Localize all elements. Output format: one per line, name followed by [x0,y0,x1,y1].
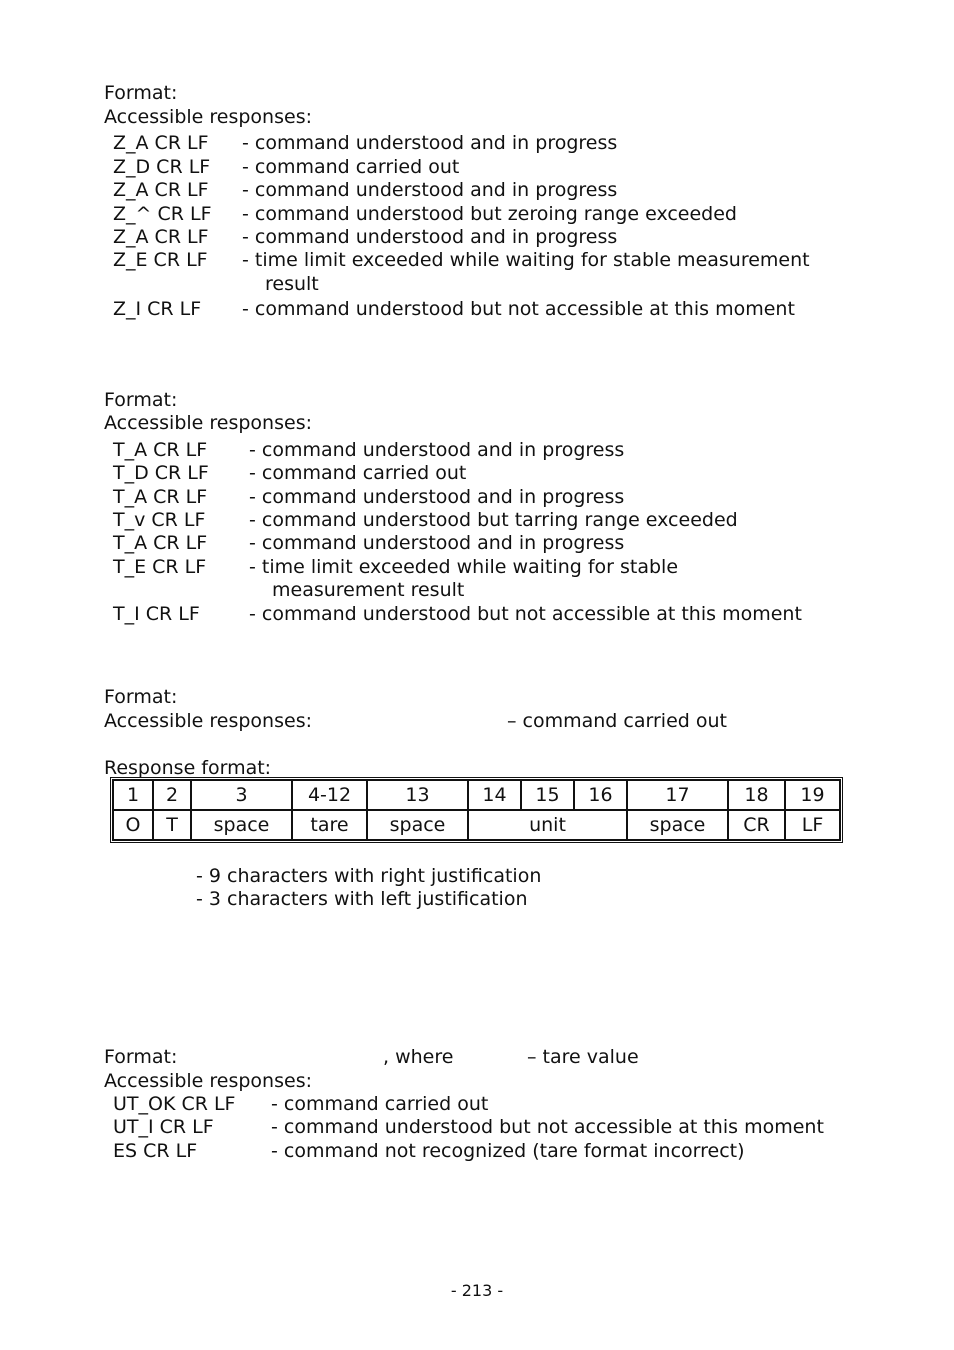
tare-response-desc: - command understood and in progress [249,439,625,461]
tare-response-code: T_A CR LF [113,439,208,461]
table-cell: tare [292,810,367,840]
get-tare-format-label: Format: [104,686,178,708]
zero-response-desc: - command understood and in progress [242,226,618,248]
tare-response-desc: - command understood but tarring range exceeded [249,509,738,531]
zero-response-desc: - command understood and in progress [242,179,618,201]
table-header-cell: 18 [728,780,785,810]
tare-responses-label: Accessible responses: [104,412,312,434]
table-header-cell: 19 [785,780,840,810]
set-tare-format-label: Format: [104,1046,178,1068]
table-header-cell: 1 [113,780,153,810]
table-cell: unit [468,810,627,840]
zero-response-code: Z_A CR LF [113,132,209,154]
set-tare-responses-label: Accessible responses: [104,1070,312,1092]
zero-response-code: Z_A CR LF [113,179,209,201]
zero-response-desc: - command carried out [242,156,460,178]
table-cell: O [113,810,153,840]
zero-response-code: Z_^ CR LF [113,203,212,225]
table-header-cell: 14 [468,780,521,810]
get-tare-response-desc: – command carried out [507,710,727,732]
zero-response-desc-continued: result [265,273,319,295]
tare-format-label: Format: [104,389,178,411]
zero-response-code: Z_E CR LF [113,249,208,271]
set-tare-response-code: UT_I CR LF [113,1116,214,1138]
tare-response-code: T_v CR LF [113,509,206,531]
zero-responses-label: Accessible responses: [104,106,312,128]
set-tare-response-code: UT_OK CR LF [113,1093,236,1115]
zero-response-code: Z_D CR LF [113,156,211,178]
page-number: - 213 - [450,1281,504,1300]
tare-response-code: T_E CR LF [113,556,207,578]
zero-response-desc: - command understood but zeroing range exceeded [242,203,737,225]
tare-justification-note: - 9 characters with right justification [196,865,542,887]
set-tare-response-desc: - command not recognized (tare format incorrect) [271,1140,745,1162]
tare-response-desc: - command understood but not accessible at this moment [249,603,802,625]
set-tare-format-tare-desc: – tare value [527,1046,639,1068]
zero-response-desc: - time limit exceeded while waiting for stable measurement [242,249,810,271]
table-cell: LF [785,810,840,840]
table-row [113,810,840,840]
tare-response-code: T_I CR LF [113,603,200,625]
tare-response-desc: - time limit exceeded while waiting for stable [249,556,679,578]
tare-response-desc: - command carried out [249,462,467,484]
zero-format-label: Format: [104,82,178,104]
table-header-cell: 4-12 [292,780,367,810]
set-tare-format-where: , where [383,1046,454,1068]
zero-response-code: Z_I CR LF [113,298,202,320]
table-header-cell: 17 [627,780,728,810]
tare-response-code: T_D CR LF [113,462,209,484]
zero-response-desc: - command understood and in progress [242,132,618,154]
tare-response-desc: - command understood and in progress [249,486,625,508]
tare-response-code: T_A CR LF [113,532,208,554]
table-header-row [113,780,840,810]
table-cell: T [153,810,191,840]
tare-response-desc: - command understood and in progress [249,532,625,554]
table-header-cell: 15 [521,780,574,810]
set-tare-response-code: ES CR LF [113,1140,198,1162]
table-header-cell: 16 [574,780,627,810]
response-format-table [112,779,841,841]
table-header-cell: 3 [191,780,292,810]
table-header-cell: 2 [153,780,191,810]
table-cell: space [191,810,292,840]
get-tare-responses-label: Accessible responses: [104,710,312,732]
tare-response-code: T_A CR LF [113,486,208,508]
zero-response-code: Z_A CR LF [113,226,209,248]
zero-response-desc: - command understood but not accessible at this moment [242,298,795,320]
unit-justification-note: - 3 characters with left justification [196,888,528,910]
table-cell: CR [728,810,785,840]
table-cell: space [367,810,468,840]
set-tare-response-desc: - command understood but not accessible at this moment [271,1116,824,1138]
response-format-label: Response format: [104,757,272,779]
set-tare-response-desc: - command carried out [271,1093,489,1115]
tare-response-desc-continued: measurement result [272,579,465,601]
table-header-cell: 13 [367,780,468,810]
table-cell: space [627,810,728,840]
